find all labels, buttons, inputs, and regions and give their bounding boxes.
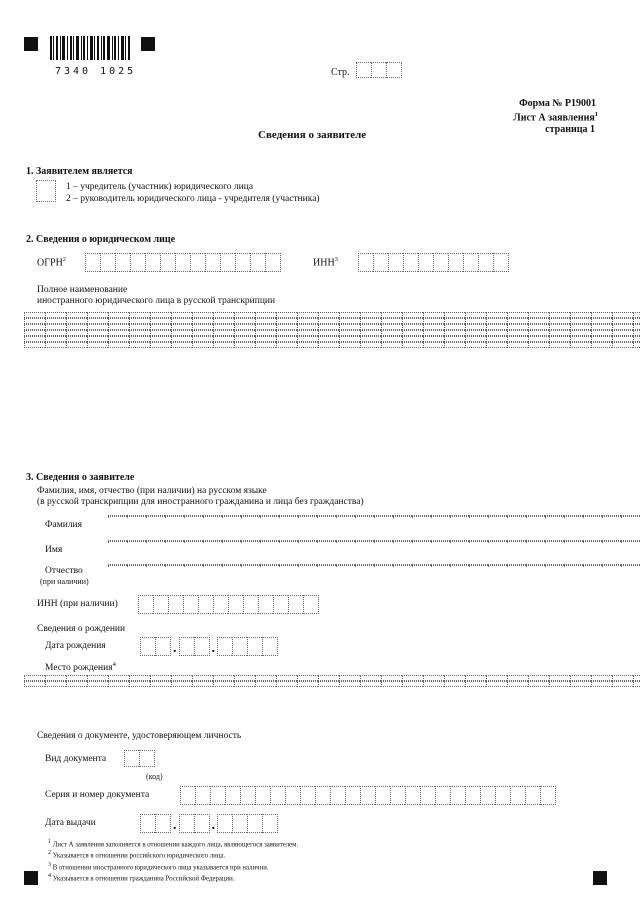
ogrn-cell[interactable]: [100, 253, 115, 272]
undefined-cell[interactable]: [528, 342, 549, 348]
document-series-cell[interactable]: [465, 786, 480, 805]
sheet-page-label: страница 1: [545, 124, 595, 135]
undefined-cell[interactable]: [612, 681, 633, 687]
undefined-cell[interactable]: [402, 342, 423, 348]
person-inn-cell[interactable]: [288, 595, 303, 614]
undefined-cell[interactable]: [276, 681, 297, 687]
barcode-number: 7340 1025: [55, 66, 137, 77]
undefined-cell[interactable]: [203, 515, 222, 517]
issue-date-label: Дата выдачи: [45, 818, 96, 828]
birth-place-label: Место рождения$^4$: [45, 661, 116, 674]
undefined-cell[interactable]: [184, 564, 203, 566]
document-series-cell[interactable]: [270, 786, 285, 805]
undefined-cell[interactable]: [234, 681, 255, 687]
undefined-cell[interactable]: [150, 681, 171, 687]
person-inn-cell[interactable]: [303, 595, 319, 614]
footnote-1: $^1$ Лист А заявления заполняется в отношении каждого лица, являющегося заявителем.: [48, 839, 299, 849]
undefined-cell[interactable]: [469, 540, 488, 542]
birth-date-cell[interactable]: [232, 637, 247, 656]
registration-marker-top-right: [141, 37, 155, 51]
undefined-cell[interactable]: [260, 540, 279, 542]
undefined-cell[interactable]: [317, 515, 336, 517]
undefined-cell[interactable]: [381, 681, 402, 687]
undefined-cell[interactable]: [339, 681, 360, 687]
undefined-cell[interactable]: [374, 564, 393, 566]
issue-date-cell[interactable]: [262, 814, 278, 833]
document-series-cell[interactable]: [405, 786, 420, 805]
document-series-cell[interactable]: [510, 786, 525, 805]
ogrn-cell[interactable]: [85, 253, 100, 272]
document-series-label: Серия и номер документа: [45, 790, 150, 800]
undefined-cell[interactable]: [564, 540, 583, 542]
undefined-cell[interactable]: [127, 540, 146, 542]
ogrn-cell[interactable]: [265, 253, 281, 272]
undefined-cell[interactable]: [602, 540, 621, 542]
birth-place-grid[interactable]: [24, 675, 640, 687]
person-inn-cell[interactable]: [243, 595, 258, 614]
document-series-cell[interactable]: [420, 786, 435, 805]
undefined-cell[interactable]: [127, 515, 146, 517]
birth-date-cell[interactable]: [179, 637, 194, 656]
document-series-cell[interactable]: [390, 786, 405, 805]
applicant-type-cell[interactable]: [36, 180, 56, 202]
undefined-cell[interactable]: [602, 564, 621, 566]
section-2-heading: 2. Сведения о юридическом лице: [26, 234, 176, 245]
person-inn-label: ИНН (при наличии): [37, 599, 118, 609]
undefined-cell[interactable]: [450, 540, 469, 542]
issue-date-cell[interactable]: [232, 814, 247, 833]
document-series-cell[interactable]: [540, 786, 556, 805]
name-label: Имя: [45, 545, 63, 555]
person-inn-cell[interactable]: [228, 595, 243, 614]
undefined-cell[interactable]: [129, 342, 150, 348]
undefined-cell[interactable]: [355, 515, 374, 517]
undefined-cell[interactable]: [545, 540, 564, 542]
undefined-cell[interactable]: [255, 342, 276, 348]
undefined-cell[interactable]: [146, 564, 165, 566]
legal-inn-cell[interactable]: [493, 253, 509, 272]
undefined-row: [24, 342, 640, 348]
undefined-cell[interactable]: [87, 342, 108, 348]
section-3-heading: 3. Сведения о заявителе: [26, 472, 135, 483]
birth-date-cell[interactable]: [217, 637, 232, 656]
undefined-cell[interactable]: [431, 515, 450, 517]
undefined-cell[interactable]: [45, 681, 66, 687]
undefined-cell[interactable]: [564, 515, 583, 517]
undefined-cell[interactable]: [279, 540, 298, 542]
ogrn-cell[interactable]: [160, 253, 175, 272]
undefined-cell[interactable]: [127, 564, 146, 566]
option-2-text: 2 – руководитель юридического лица - учредителя (участника): [66, 194, 320, 204]
undefined-cell[interactable]: [602, 515, 621, 517]
undefined-cell[interactable]: [412, 564, 431, 566]
undefined-cell[interactable]: [507, 564, 526, 566]
undefined-cell[interactable]: [213, 681, 234, 687]
undefined-cell[interactable]: [431, 540, 450, 542]
undefined-cell[interactable]: [87, 681, 108, 687]
undefined-cell[interactable]: [444, 681, 465, 687]
undefined-cell[interactable]: [297, 342, 318, 348]
legal-inn-cell[interactable]: [373, 253, 388, 272]
undefined-cell[interactable]: [279, 515, 298, 517]
ogrn-cell[interactable]: [145, 253, 160, 272]
undefined-cell[interactable]: [528, 681, 549, 687]
page-title: Сведения о заявителе: [258, 129, 367, 141]
ogrn-cell[interactable]: [220, 253, 235, 272]
issue-date-part: [140, 814, 171, 831]
undefined-row: [108, 515, 640, 517]
document-series-cell[interactable]: [255, 786, 270, 805]
person-inn-field[interactable]: [138, 595, 319, 612]
document-series-cell[interactable]: [300, 786, 315, 805]
ogrn-field[interactable]: [85, 253, 281, 270]
person-inn-cell[interactable]: [183, 595, 198, 614]
undefined-cell[interactable]: [526, 564, 545, 566]
issue-date-part: [179, 814, 210, 831]
footnote-3: $^3$ В отношении иностранного юридического лица указывается при наличии.: [48, 861, 269, 871]
birth-date-field[interactable]: [140, 637, 278, 654]
undefined-cell[interactable]: [146, 515, 165, 517]
birth-date-cell[interactable]: [194, 637, 210, 656]
birth-date-part: [140, 637, 171, 654]
birth-date-cell[interactable]: [247, 637, 262, 656]
registration-marker-top-left: [24, 37, 38, 51]
undefined-cell[interactable]: [146, 540, 165, 542]
surname-field[interactable]: [108, 515, 640, 517]
issue-date-separator: .: [211, 818, 215, 833]
undefined-cell[interactable]: [255, 681, 276, 687]
document-series-cell[interactable]: [285, 786, 300, 805]
fullname-label-1: Полное наименование: [37, 285, 128, 295]
document-series-cell[interactable]: [360, 786, 375, 805]
undefined-cell[interactable]: [184, 540, 203, 542]
undefined-cell[interactable]: [488, 515, 507, 517]
undefined-cell[interactable]: [222, 540, 241, 542]
birth-date-separator: .: [173, 641, 177, 656]
undefined-row: [108, 540, 640, 542]
person-inn-cell[interactable]: [198, 595, 213, 614]
document-series-cell[interactable]: [315, 786, 330, 805]
undefined-cell[interactable]: [374, 540, 393, 542]
footnote-4: $^4$ Указывается в отношении гражданина Российской Федерации.: [48, 872, 235, 883]
undefined-cell[interactable]: [203, 564, 222, 566]
document-series-field[interactable]: [180, 786, 556, 803]
ogrn-cell[interactable]: [235, 253, 250, 272]
footnote-2: $^2$ Указывается в отношении российского юридического лица.: [48, 850, 226, 860]
undefined-cell[interactable]: [355, 540, 374, 542]
birth-info-label: Сведения о рождении: [37, 624, 126, 634]
undefined-cell[interactable]: [393, 564, 412, 566]
undefined-cell[interactable]: [213, 342, 234, 348]
fio-note-1: Фамилия, имя, отчество (при наличии) на русском языке: [37, 486, 267, 496]
undefined-cell[interactable]: [450, 515, 469, 517]
document-series-cell[interactable]: [450, 786, 465, 805]
undefined-cell[interactable]: [423, 681, 444, 687]
document-type-field[interactable]: [124, 750, 155, 767]
undefined-cell[interactable]: [633, 681, 640, 687]
birth-date-part: [179, 637, 210, 654]
undefined-cell[interactable]: [583, 564, 602, 566]
undefined-cell[interactable]: [488, 540, 507, 542]
undefined-cell[interactable]: [591, 681, 612, 687]
fullname-grid[interactable]: [24, 312, 640, 348]
document-series-cell[interactable]: [210, 786, 225, 805]
undefined-cell[interactable]: [241, 540, 260, 542]
sheet-label: Лист А заявления$^1$: [513, 111, 598, 124]
birth-date-cell[interactable]: [262, 637, 278, 656]
person-inn-cell[interactable]: [168, 595, 183, 614]
ogrn-label: ОГРН$^2$: [37, 256, 67, 269]
form-number: Форма № Р19001: [519, 98, 596, 109]
undefined-cell[interactable]: [298, 564, 317, 566]
undefined-cell[interactable]: [486, 681, 507, 687]
name-field[interactable]: [108, 540, 640, 542]
document-code-label: (код): [146, 772, 163, 781]
document-series-cell[interactable]: [435, 786, 450, 805]
undefined-cell[interactable]: [222, 564, 241, 566]
undefined-cell[interactable]: [633, 342, 640, 348]
undefined-cell[interactable]: [108, 540, 127, 542]
legal-inn-cell[interactable]: [463, 253, 478, 272]
undefined-cell[interactable]: [150, 342, 171, 348]
undefined-cell[interactable]: [621, 564, 640, 566]
birth-date-cell[interactable]: [140, 637, 155, 656]
undefined-cell[interactable]: [45, 342, 66, 348]
ogrn-cell[interactable]: [115, 253, 130, 272]
undefined-cell[interactable]: [66, 342, 87, 348]
ogrn-cell[interactable]: [190, 253, 205, 272]
undefined-cell[interactable]: [583, 515, 602, 517]
undefined-cell[interactable]: [203, 540, 222, 542]
undefined-cell[interactable]: [165, 515, 184, 517]
birth-date-label: Дата рождения: [45, 641, 106, 651]
undefined-cell[interactable]: [165, 540, 184, 542]
document-series-cell[interactable]: [225, 786, 240, 805]
undefined-cell[interactable]: [317, 540, 336, 542]
document-series-cell[interactable]: [345, 786, 360, 805]
applicant-type-field[interactable]: [36, 180, 56, 202]
undefined-cell[interactable]: [621, 540, 640, 542]
undefined-cell[interactable]: [507, 515, 526, 517]
issue-date-separator: .: [173, 818, 177, 833]
undefined-cell[interactable]: [549, 681, 570, 687]
undefined-cell[interactable]: [469, 564, 488, 566]
undefined-cell[interactable]: [507, 681, 528, 687]
undefined-cell[interactable]: [336, 564, 355, 566]
undefined-cell[interactable]: [336, 515, 355, 517]
undefined-cell[interactable]: [66, 681, 87, 687]
undefined-cell[interactable]: [260, 564, 279, 566]
undefined-cell[interactable]: [171, 681, 192, 687]
undefined-cell[interactable]: [450, 564, 469, 566]
undefined-cell[interactable]: [545, 564, 564, 566]
document-series-cell[interactable]: [495, 786, 510, 805]
undefined-cell[interactable]: [444, 342, 465, 348]
page-number-cell[interactable]: [356, 62, 371, 78]
birth-date-part: [217, 637, 278, 654]
undefined-row: [108, 564, 640, 566]
page-number-label: Стр.: [331, 67, 350, 78]
undefined-cell[interactable]: [336, 540, 355, 542]
undefined-cell[interactable]: [402, 681, 423, 687]
undefined-cell[interactable]: [24, 681, 45, 687]
undefined-cell[interactable]: [24, 342, 45, 348]
patronymic-label: Отчество: [45, 566, 83, 576]
issue-date-cell[interactable]: [140, 814, 155, 833]
birth-date-separator: .: [211, 641, 215, 656]
section-1-heading: 1. Заявителем является: [26, 166, 133, 177]
surname-label: Фамилия: [45, 520, 83, 530]
document-type-cell[interactable]: [124, 750, 139, 767]
undefined-cell[interactable]: [526, 515, 545, 517]
undefined-cell[interactable]: [545, 515, 564, 517]
undefined-cell[interactable]: [570, 681, 591, 687]
person-inn-cell[interactable]: [213, 595, 228, 614]
undefined-cell[interactable]: [381, 342, 402, 348]
undefined-cell[interactable]: [339, 342, 360, 348]
undefined-cell[interactable]: [355, 564, 374, 566]
undefined-cell[interactable]: [222, 515, 241, 517]
undefined-cell[interactable]: [583, 540, 602, 542]
document-series-cell[interactable]: [180, 786, 195, 805]
birth-date-cell[interactable]: [155, 637, 171, 656]
person-inn-cell[interactable]: [273, 595, 288, 614]
undefined-cell[interactable]: [360, 681, 381, 687]
issue-date-cell[interactable]: [179, 814, 194, 833]
issue-date-cell[interactable]: [155, 814, 171, 833]
legal-inn-field[interactable]: [358, 253, 509, 270]
undefined-cell[interactable]: [591, 342, 612, 348]
undefined-cell[interactable]: [374, 515, 393, 517]
undefined-cell[interactable]: [165, 564, 184, 566]
patronymic-field[interactable]: [108, 564, 640, 566]
undefined-cell[interactable]: [564, 564, 583, 566]
undefined-cell[interactable]: [184, 515, 203, 517]
undefined-cell[interactable]: [298, 515, 317, 517]
person-inn-cell[interactable]: [138, 595, 153, 614]
document-series-cell[interactable]: [330, 786, 345, 805]
document-type-label: Вид документа: [45, 754, 107, 764]
page-number-cell[interactable]: [386, 62, 402, 78]
undefined-cell[interactable]: [234, 342, 255, 348]
undefined-cell[interactable]: [241, 515, 260, 517]
undefined-cell[interactable]: [276, 342, 297, 348]
undefined-cell[interactable]: [260, 515, 279, 517]
legal-inn-cell[interactable]: [448, 253, 463, 272]
undefined-cell[interactable]: [431, 564, 450, 566]
undefined-cell[interactable]: [465, 342, 486, 348]
person-inn-cell[interactable]: [258, 595, 273, 614]
document-series-cell[interactable]: [480, 786, 495, 805]
undefined-cell[interactable]: [318, 342, 339, 348]
document-type-cell[interactable]: [139, 750, 155, 767]
patronymic-note: (при наличии): [40, 577, 89, 586]
document-series-cell[interactable]: [375, 786, 390, 805]
undefined-cell[interactable]: [108, 342, 129, 348]
legal-inn-label: ИНН$^3$: [313, 256, 338, 269]
registration-marker-bottom-left: [24, 871, 38, 885]
undefined-cell[interactable]: [412, 515, 431, 517]
legal-inn-cell[interactable]: [358, 253, 373, 272]
issue-date-field[interactable]: [140, 814, 278, 831]
legal-inn-cell[interactable]: [418, 253, 433, 272]
document-series-cell[interactable]: [240, 786, 255, 805]
legal-inn-cell[interactable]: [388, 253, 403, 272]
id-document-label: Сведения о документе, удостоверяющем личность: [37, 731, 242, 741]
undefined-cell[interactable]: [108, 564, 127, 566]
fio-note-2: (в русской транскрипции для иностранного гражданина и лица без гражданства): [37, 497, 364, 507]
issue-date-cell[interactable]: [247, 814, 262, 833]
undefined-cell[interactable]: [549, 342, 570, 348]
undefined-cell[interactable]: [570, 342, 591, 348]
legal-inn-cell[interactable]: [433, 253, 448, 272]
undefined-cell[interactable]: [612, 342, 633, 348]
page-number-field[interactable]: [356, 62, 402, 78]
undefined-cell[interactable]: [465, 681, 486, 687]
ogrn-cell[interactable]: [130, 253, 145, 272]
undefined-cell[interactable]: [526, 540, 545, 542]
undefined-cell[interactable]: [129, 681, 150, 687]
footnotes: [48, 838, 608, 883]
undefined-cell[interactable]: [192, 681, 213, 687]
undefined-cell[interactable]: [412, 540, 431, 542]
undefined-cell[interactable]: [171, 342, 192, 348]
legal-inn-cell[interactable]: [478, 253, 493, 272]
undefined-cell[interactable]: [393, 540, 412, 542]
undefined-cell[interactable]: [279, 564, 298, 566]
undefined-cell[interactable]: [298, 540, 317, 542]
fullname-label-2: иностранного юридического лица в русской транскрипции: [37, 296, 276, 306]
ogrn-cell[interactable]: [205, 253, 220, 272]
undefined-cell[interactable]: [318, 681, 339, 687]
undefined-cell[interactable]: [297, 681, 318, 687]
ogrn-cell[interactable]: [250, 253, 265, 272]
undefined-cell[interactable]: [423, 342, 444, 348]
undefined-cell[interactable]: [192, 342, 213, 348]
undefined-cell[interactable]: [241, 564, 260, 566]
undefined-cell[interactable]: [360, 342, 381, 348]
legal-inn-cell[interactable]: [403, 253, 418, 272]
issue-date-cell[interactable]: [194, 814, 210, 833]
option-1-text: 1 – учредитель (участник) юридического лица: [66, 182, 254, 192]
undefined-cell[interactable]: [108, 681, 129, 687]
undefined-cell[interactable]: [108, 515, 127, 517]
undefined-cell[interactable]: [488, 564, 507, 566]
barcode-icon: [50, 36, 130, 60]
undefined-cell[interactable]: [507, 342, 528, 348]
issue-date-part: [217, 814, 278, 831]
undefined-cell[interactable]: [393, 515, 412, 517]
undefined-cell[interactable]: [486, 342, 507, 348]
undefined-row: [24, 681, 640, 687]
document-series-cell[interactable]: [195, 786, 210, 805]
person-inn-cell[interactable]: [153, 595, 168, 614]
issue-date-cell[interactable]: [217, 814, 232, 833]
ogrn-cell[interactable]: [175, 253, 190, 272]
undefined-cell[interactable]: [507, 540, 526, 542]
undefined-cell[interactable]: [469, 515, 488, 517]
undefined-cell[interactable]: [621, 515, 640, 517]
page-number-cell[interactable]: [371, 62, 386, 78]
document-series-cell[interactable]: [525, 786, 540, 805]
undefined-cell[interactable]: [317, 564, 336, 566]
